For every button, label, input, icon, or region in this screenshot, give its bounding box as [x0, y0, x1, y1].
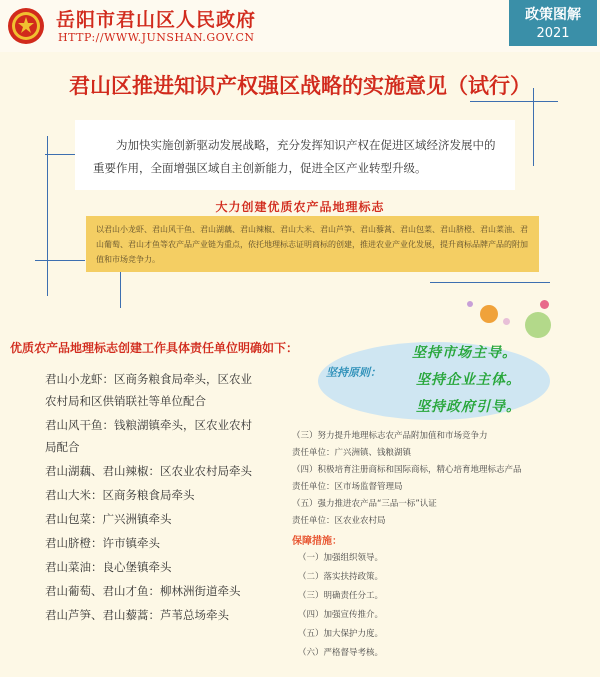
list-item: （一）加强组织领导。 — [298, 553, 384, 563]
decor-dot — [525, 312, 551, 338]
intro-text: 为加快实施创新驱动发展战略，充分发挥知识产权在促进区域经济发展中的重要作用，全面增强区域自主创新能力，促进全区产业转型升级。 — [93, 138, 496, 175]
badge-title: 政策图解 — [525, 7, 581, 23]
section-body: 以君山小龙虾、君山风干鱼、君山湖藕、君山辣椒、君山大米、君山芦笋、君山藜蒿、君山包菜、君山脐橙、君山菜油、君山葡萄、君山才鱼等农产品产业链为重点，依托地理标志证明商标的创建，推进农业产业化发展，提升商标品牌产品的附加值和市场竞争力。 — [96, 225, 528, 264]
guarantee-heading: 保障措施： — [292, 536, 342, 547]
list-item: （二）落实扶持政策。 — [298, 572, 384, 582]
measures-list — [292, 428, 592, 663]
list-item: 君山芦笋、君山藜蒿：芦苇总场牵头 — [45, 608, 229, 622]
list-item: 责任单位：区农业农村局 — [292, 516, 386, 526]
divider-line — [430, 282, 550, 283]
list-item: 君山菜油：良心堡镇牵头 — [45, 560, 172, 574]
decor-dot — [540, 300, 549, 309]
intro-box — [75, 120, 515, 190]
list-item: 君山葡萄、君山才鱼：柳林洲街道牵头 — [45, 584, 241, 598]
divider-line — [47, 136, 48, 296]
policy-badge — [509, 0, 597, 46]
list-item: 责任单位：区市场监督管理局 — [292, 482, 403, 492]
decor-dot — [467, 301, 473, 307]
principles-label: 坚持原则： — [326, 366, 381, 379]
decor-dot — [503, 318, 510, 325]
list-item: 君山湖藕、君山辣椒：区农业农村局牵头 — [45, 464, 252, 478]
principle-item: 坚持政府引导。 — [416, 399, 521, 415]
divider-line — [470, 101, 558, 102]
list-item: （六）严格督导考核。 — [298, 648, 384, 658]
list-item: 君山脐橙：许市镇牵头 — [45, 536, 160, 550]
site-url[interactable]: HTTP://WWW.JUNSHAN.GOV.CN — [58, 31, 255, 44]
list-item: （三）明确责任分工。 — [298, 591, 384, 601]
divider-line — [533, 88, 534, 166]
list-item: 君山风干鱼：钱粮湖镇牵头，区农业农村局配合 — [45, 418, 252, 454]
site-name: 岳阳市君山区人民政府 — [56, 9, 257, 31]
principle-item: 坚持企业主体。 — [416, 372, 521, 388]
divider-line — [35, 260, 85, 261]
section-box — [86, 216, 539, 272]
section-title: 大力创建优质农产品地理标志 — [215, 200, 385, 214]
list-item: 君山包菜：广兴洲镇牵头 — [45, 512, 172, 526]
list-item: 责任单位：广兴洲镇、钱粮湖镇 — [292, 448, 412, 458]
page-title: 君山区推进知识产权强区战略的实施意见（试行） — [69, 74, 531, 98]
list-item: （五）强力推进农产品“三品一标”认证 — [292, 499, 437, 509]
list-item: 君山大米：区商务粮食局牵头 — [45, 488, 195, 502]
decor-dot — [480, 305, 498, 323]
list-item: 君山小龙虾：区商务粮食局牵头，区农业农村局和区供销联社等单位配合 — [45, 372, 252, 408]
list-item: （四）积极培育注册商标和国际商标，精心培育地理标志产品 — [292, 465, 522, 475]
list-item: （三）努力提升地理标志农产品附加值和市场竞争力 — [292, 431, 488, 441]
list-item: （五）加大保护力度。 — [298, 629, 384, 639]
responsibility-heading: 优质农产品地理标志创建工作具体责任单位明确如下： — [10, 341, 299, 355]
list-item: （四）加强宣传推介。 — [298, 610, 384, 620]
principle-item: 坚持市场主导。 — [412, 345, 517, 361]
responsibility-list — [45, 368, 255, 628]
badge-year: 2021 — [536, 26, 570, 41]
national-emblem-icon — [6, 4, 46, 48]
